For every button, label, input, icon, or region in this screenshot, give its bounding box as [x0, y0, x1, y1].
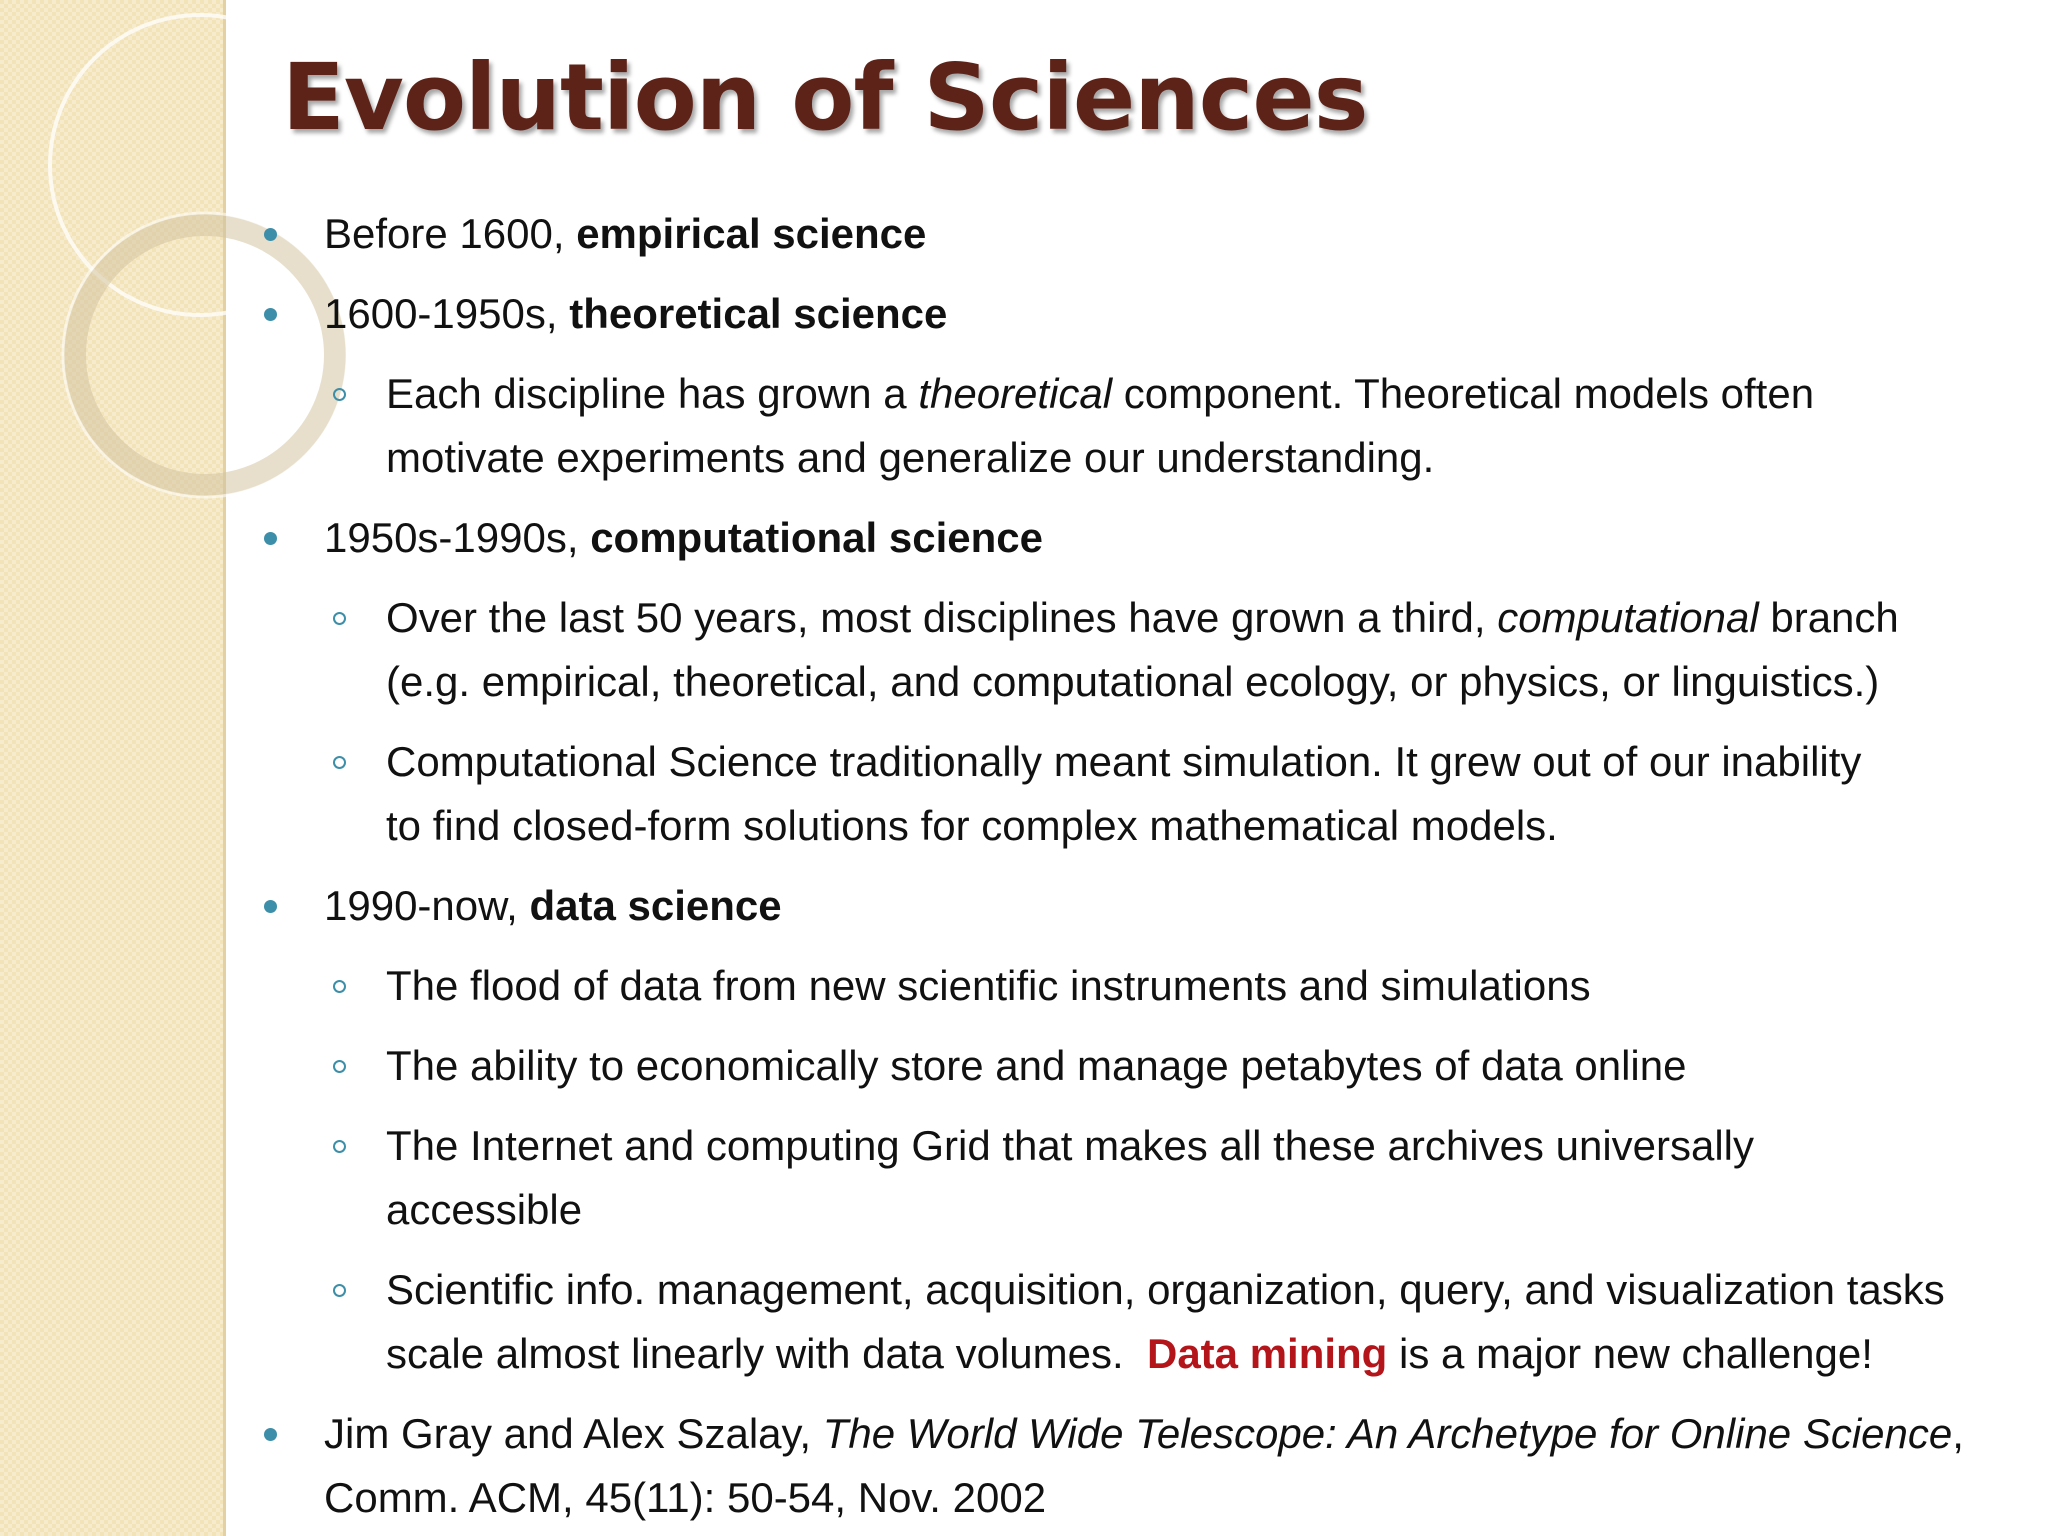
sub-item-text: Each discipline has grown a: [386, 370, 919, 417]
bullet-dot: [264, 228, 277, 241]
bullet-emphasis: data science: [529, 882, 782, 929]
bullet-emphasis: computational science: [590, 514, 1043, 561]
sub-item-text: scale almost linearly with data volumes.: [386, 1330, 1147, 1377]
bullet-text: 1990-now,: [324, 882, 530, 929]
citation-title: The World Wide Telescope: An Archetype for Online Science: [822, 1410, 1953, 1457]
highlight-data-mining: Data mining: [1146, 1330, 1388, 1377]
sub-item-simulation-line1: Computational Science traditionally meant simulation. It grew out of our inability: [386, 738, 1862, 785]
sub-item-theoretical-line1: [386, 362, 1814, 426]
citation-line2: Comm. ACM, 45(11): 50-54, Nov. 2002: [324, 1474, 1047, 1521]
sub-item-computational-line1: [386, 586, 1899, 650]
sub-item-italic: theoretical: [918, 370, 1113, 417]
bullet-data-science: [324, 874, 782, 938]
bullet-empirical: [324, 202, 926, 266]
bullet-computational: [324, 506, 1043, 570]
sub-item-flood: The flood of data from new scientific instruments and simulations: [386, 962, 1591, 1009]
bullet-text: 1950s-1990s,: [324, 514, 591, 561]
citation-text: ,: [1952, 1410, 1964, 1457]
sub-item-italic: computational: [1497, 594, 1759, 641]
citation-line1: [324, 1402, 1964, 1466]
sub-bullet-ring: [333, 980, 346, 993]
bullet-dot: [264, 532, 277, 545]
sub-item-text: branch: [1758, 594, 1899, 641]
sub-item-scaling-line1: Scientific info. management, acquisition, organization, query, and visualization tasks: [386, 1266, 1945, 1313]
sub-bullet-ring: [333, 612, 346, 625]
sub-item-storage: The ability to economically store and manage petabytes of data online: [386, 1042, 1687, 1089]
sub-item-text: is a major new challenge!: [1387, 1330, 1873, 1377]
bullet-theoretical: [324, 282, 947, 346]
sub-bullet-ring: [333, 756, 346, 769]
sub-item-theoretical-line2: motivate experiments and generalize our understanding.: [386, 434, 1435, 481]
slide-title: Evolution of Sciences: [282, 44, 1368, 151]
bullet-dot: [264, 1428, 277, 1441]
bullet-text: 1600-1950s,: [324, 290, 570, 337]
sub-item-computational-line2: (e.g. empirical, theoretical, and computational ecology, or physics, or linguistics.): [386, 658, 1880, 705]
bullet-emphasis: theoretical science: [569, 290, 948, 337]
sub-item-simulation-line2: to find closed-form solutions for complex mathematical models.: [386, 802, 1558, 849]
bullet-dot: [264, 308, 277, 321]
bullet-text: Before 1600,: [324, 210, 577, 257]
sub-bullet-ring: [333, 1140, 346, 1153]
sub-bullet-ring: [333, 1060, 346, 1073]
sub-bullet-ring: [333, 1284, 346, 1297]
sub-item-internet-line1: The Internet and computing Grid that makes all these archives universally: [386, 1122, 1755, 1169]
sub-item-text: component. Theoretical models often: [1112, 370, 1815, 417]
sub-item-scaling-line2: [386, 1322, 1873, 1386]
citation-authors: Jim Gray and Alex Szalay,: [324, 1410, 823, 1457]
sub-bullet-ring: [333, 388, 346, 401]
sub-item-text: Over the last 50 years, most disciplines have grown a third,: [386, 594, 1498, 641]
bullet-dot: [264, 900, 277, 913]
sub-item-internet-line2: accessible: [386, 1186, 583, 1233]
bullet-emphasis: empirical science: [576, 210, 927, 257]
